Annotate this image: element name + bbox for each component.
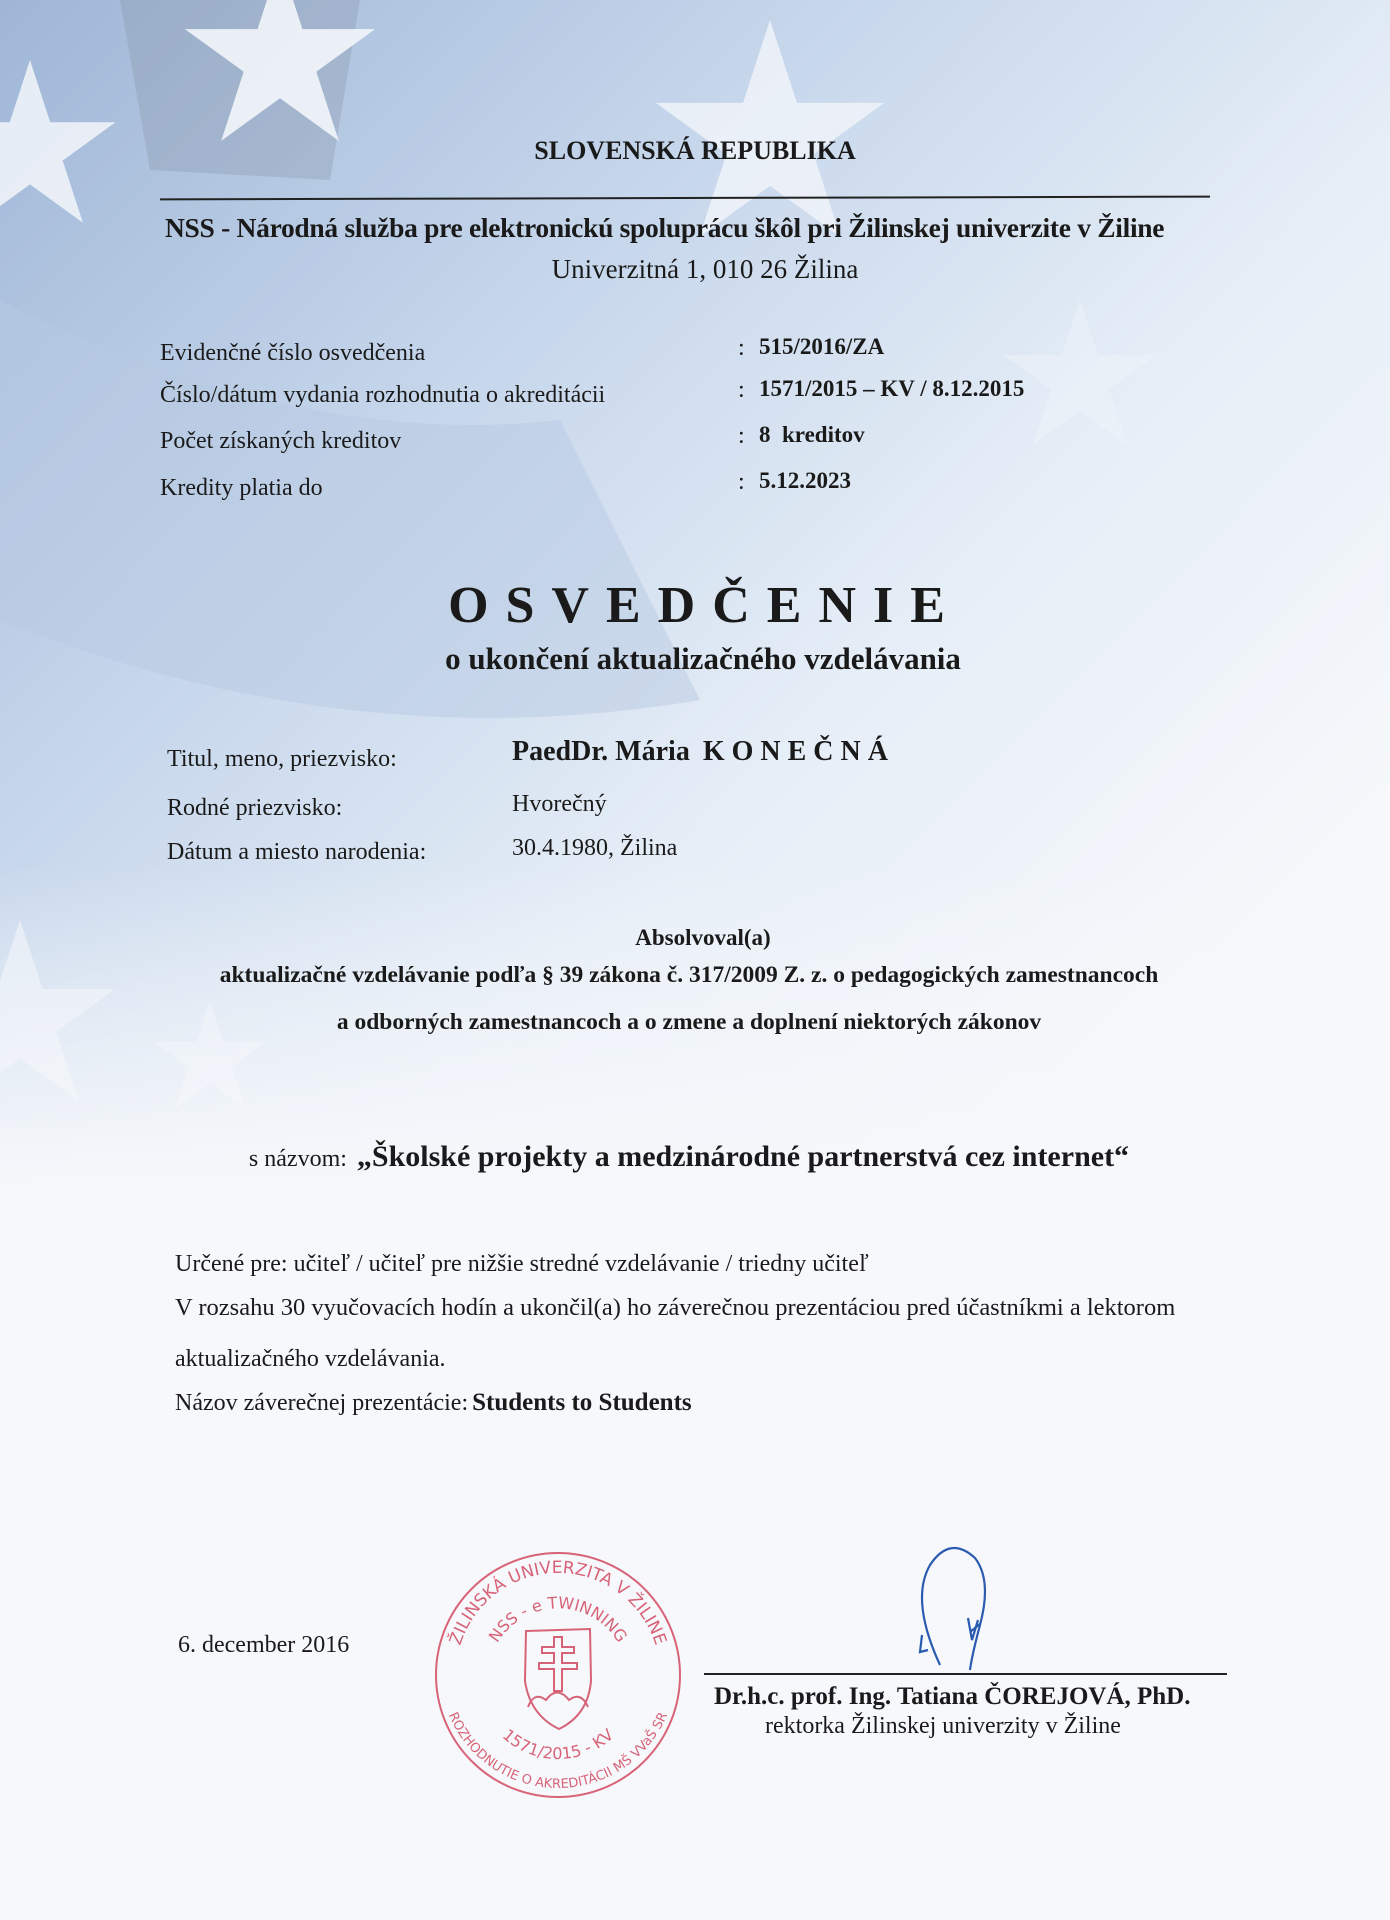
certificate-number: 515/2016/ZA [759, 334, 885, 359]
holder-last-name: KONEČNÁ [702, 736, 895, 767]
course-title-line [0, 1142, 1384, 1172]
seal-outer-bottom-text: ROZHODNUTIE O AKREDITÁCII MŠ VVaŠ SR [445, 1710, 671, 1793]
seal-number-text: 1571/2015 - KV [498, 1725, 618, 1764]
name-label: Titul, meno, priezvisko: [167, 746, 397, 772]
birth-name: Hvorečný [512, 791, 607, 817]
certificate-title: OSVEDČENIE [448, 577, 962, 634]
issue-date: 6. december 2016 [178, 1632, 350, 1658]
birth-name-label: Rodné priezvisko: [167, 795, 343, 821]
signature-line [704, 1673, 1227, 1675]
registry-label: Počet získaných kreditov [160, 428, 402, 454]
svg-text:1571/2015 - KV [499, 1725, 617, 1763]
official-seal [430, 1547, 686, 1803]
birth-label: Dátum a miesto narodenia: [167, 839, 427, 865]
presentation-line [175, 1390, 692, 1415]
holder-first-name: PaedDr. Mária [512, 736, 690, 767]
accreditation-number: 1571/2015 – KV / 8.12.2015 [759, 376, 1025, 401]
credits-count: 8 kreditov [759, 422, 865, 447]
institution-address: Univerzitná 1, 010 26 Žilina [551, 254, 859, 284]
registry-label: Evidenčné číslo osvedčenia [160, 340, 426, 366]
registry-label: Kredity platia do [160, 475, 323, 501]
completion-heading: Absolvoval(a) [635, 925, 771, 950]
signatory-name: Dr.h.c. prof. Ing. Tatiana ČOREJOVÁ, PhD. [714, 1683, 1191, 1710]
course-title: „Školské projekty a medzinárodné partnerstvá cez internet“ [356, 1140, 1130, 1173]
handwritten-signature [900, 1540, 1020, 1680]
registry-separator: : [738, 469, 745, 495]
birth-date-place: 30.4.1980, Žilina [512, 835, 678, 861]
registry-label: Číslo/dátum vydania rozhodnutia o akreditácii [160, 382, 606, 408]
registry-separator: : [738, 335, 745, 361]
certificate-subtitle: o ukončení aktualizačného vzdelávania [445, 641, 961, 676]
institution-name: NSS - Národná služba pre elektronickú spoluprácu škôl pri Žilinskej univerzite v Žiline [165, 212, 1165, 243]
registry-separator: : [738, 423, 745, 449]
intended-for: Určené pre: učiteľ / učiteľ pre nižšie stredné vzdelávanie / triedny učiteľ [175, 1251, 869, 1277]
seal-outer-top-text: ŽILINSKÁ UNIVERZITA V ŽILINE [445, 1557, 671, 1648]
signatory-role: rektorka Žilinskej univerzity v Žiline [765, 1713, 1121, 1739]
country-heading: SLOVENSKÁ REPUBLIKA [534, 136, 856, 165]
completion-law-line1: aktualizačné vzdelávanie podľa § 39 zákona č. 317/2009 Z. z. o pedagogických zamestnancoch [219, 962, 1159, 988]
holder-name [512, 738, 895, 766]
registry-separator: : [738, 377, 745, 403]
scope-line2: aktualizačného vzdelávania. [175, 1346, 446, 1372]
presentation-title: Students to Students [472, 1389, 692, 1416]
completion-law-line2: a odborných zamestnancoch a o zmene a doplnení niektorých zákonov [336, 1009, 1042, 1035]
scope-line1: V rozsahu 30 vyučovacích hodín a ukončil(a) ho záverečnou prezentáciou pred účastníkmi a lektorom [175, 1294, 1176, 1321]
presentation-label: Názov záverečnej prezentácie: [175, 1390, 469, 1416]
credits-valid-until: 5.12.2023 [759, 468, 851, 493]
seal-inner-top-text: NSS - e TWINNING [484, 1592, 632, 1646]
course-title-prefix: s názvom: [248, 1146, 347, 1172]
